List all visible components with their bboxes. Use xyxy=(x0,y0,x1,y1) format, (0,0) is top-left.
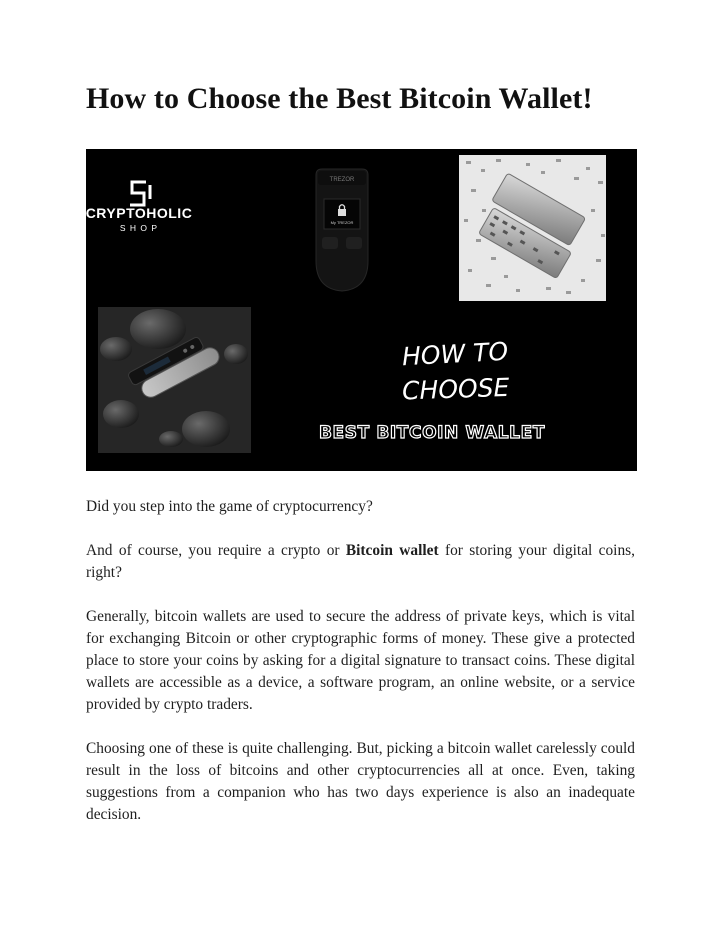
headline-line-2: CHOOSE xyxy=(401,372,510,406)
paragraph-explanation: Generally, bitcoin wallets are used to secure the address of private keys, which is vital for exchanging Bitcoin or other cryptographic forms of money. These give a protected place to store your coins by asking for a digital signature to transact coins. These digital wallets are accessible as a device, a software program, an online website, or a service provided by crypto traders. xyxy=(86,608,635,713)
device-brand-label: TREZOR xyxy=(329,177,355,183)
ledger-device-photo xyxy=(98,307,251,453)
steel-wallet-photo xyxy=(459,155,606,301)
article-body xyxy=(86,496,635,848)
headline-subtitle: BEST BITCOIN WALLET xyxy=(319,423,546,443)
page-title: How to Choose the Best Bitcoin Wallet! xyxy=(86,82,593,115)
paragraph-text: for storing your digital coins, right? xyxy=(86,542,635,581)
logo-text-main: CRYPTOHOLIC xyxy=(86,205,193,221)
bitcoin-wallet-term: Bitcoin wallet xyxy=(345,542,439,559)
headline-line-1: HOW TO xyxy=(401,336,509,372)
paragraph-intro: Did you step into the game of cryptocurrency? xyxy=(86,498,373,515)
device-screen-label: My TREZOR xyxy=(330,220,354,225)
banner-image xyxy=(86,149,637,471)
paragraph-text: And of course, you require a crypto or xyxy=(86,542,346,559)
trezor-device-photo xyxy=(316,169,368,291)
paragraph-question xyxy=(86,540,635,584)
paragraph-choosing: Choosing one of these is quite challenging. But, picking a bitcoin wallet carelessly could result in the loss of bitcoins and other cryptocurrencies all at once. Even, taking suggestions from a companion who has two days experience is also an inadequate decision. xyxy=(86,740,635,823)
logo-text-sub: S H O P xyxy=(119,223,159,233)
